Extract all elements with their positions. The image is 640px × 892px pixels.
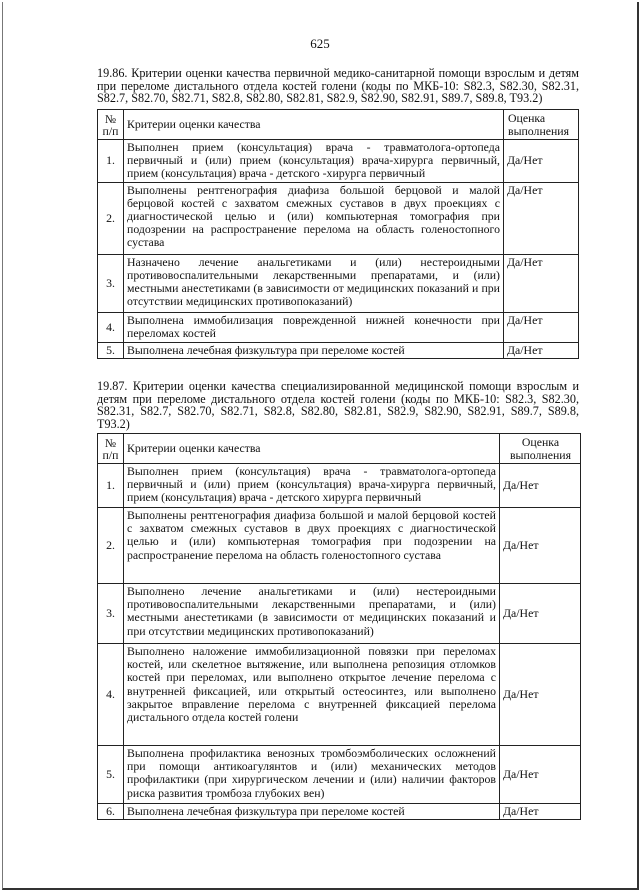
row-evaluation: Да/Нет	[504, 254, 579, 312]
row-number: 6.	[98, 804, 124, 820]
table-header-row	[98, 110, 579, 140]
row-criteria: Выполнены рентгенография диафиза большой и малой берцовой костей с захватом смежных суставов в двух проекциях с диагностической целью и (или) компьютерная томография при подозрении на распространение перелома на область голеностопного сустава	[124, 508, 500, 584]
row-number: 2.	[98, 508, 124, 584]
table-row	[98, 508, 581, 584]
row-number: 4.	[98, 312, 124, 342]
table-row	[98, 254, 579, 312]
row-number: 5.	[98, 746, 124, 804]
table-row	[98, 644, 581, 746]
row-criteria: Выполнено наложение иммобилизационной повязки при переломах костей, или скелетное вытяжение, или выполнена репозиция отломков костей при переломах, или выполнено открытое лечение перелома с внутренней фиксацией, или открытый остеосинтез, или выполнено закрытое вправление перелома с внутренней фиксацией перелома дистального отдела костей голени	[124, 644, 500, 746]
table-row	[98, 312, 579, 342]
row-evaluation: Да/Нет	[500, 804, 581, 820]
section-2-heading: 19.87. Критерии оценки качества специализированной медицинской помощи взрослым и детям при переломе дистального отдела костей голени (коды по МКБ-10: S82.3, S82.30, S82.31, S82.7, S82.70, S82.71, S82.8, S82.80, S82.81, S82.9, S82.90, S82.91, S89.7, S89.8, T93.2)	[97, 379, 579, 431]
row-evaluation: Да/Нет	[504, 140, 579, 183]
row-number: 1.	[98, 464, 124, 508]
section-1-heading: 19.86. Критерии оценки качества первичной медико-санитарной помощи взрослым и детям при переломе дистального отдела костей голени (коды по МКБ-10: S82.3, S82.30, S82.31, S82.7, S82.70, S82.71, S82.8, S82.80, S82.81, S82.9, S82.90, S82.91, S89.7, S89.8, T93.2)	[97, 66, 579, 105]
row-number: 4.	[98, 644, 124, 746]
row-evaluation: Да/Нет	[500, 746, 581, 804]
row-criteria: Выполнена лечебная физкультура при переломе костей	[124, 342, 504, 358]
row-evaluation: Да/Нет	[504, 312, 579, 342]
table-row	[98, 182, 579, 254]
row-evaluation: Да/Нет	[504, 342, 579, 358]
row-criteria: Выполнен прием (консультация) врача - травматолога-ортопеда первичный и (или) прием (консультация) врача-хирурга первичный, прием (консультация) врача - детского хирурга первичный	[124, 464, 500, 508]
row-criteria: Выполнена иммобилизация поврежденной нижней конечности при переломах костей	[124, 312, 504, 342]
table-row	[98, 746, 581, 804]
criteria-table-2	[97, 433, 581, 820]
column-header-evaluation: Оценка выполнения	[504, 110, 579, 140]
row-criteria: Назначено лечение анальгетиками и (или) нестероидными противовоспалительными лекарственными препаратами, и (или) местными анестетиками (в зависимости от медицинских показаний и при отсутствии медицинских противопоказаний)	[124, 254, 504, 312]
page-number: 625	[310, 36, 330, 51]
row-criteria: Выполнена лечебная физкультура при переломе костей	[124, 804, 500, 820]
row-number: 5.	[98, 342, 124, 358]
column-header-num: № п/п	[98, 110, 124, 140]
row-number: 3.	[98, 584, 124, 644]
column-header-evaluation: Оценка выполнения	[500, 434, 581, 464]
table-row	[98, 464, 581, 508]
table-row	[98, 140, 579, 183]
row-number: 2.	[98, 182, 124, 254]
table-row	[98, 584, 581, 644]
column-header-num: № п/п	[98, 434, 124, 464]
row-criteria: Выполнена профилактика венозных тромбоэмболических осложнений при помощи антикоагулянтов и (или) механических методов профилактики (при хирургическом лечении и (или) наличии факторов риска развития тромбоза глубоких вен)	[124, 746, 500, 804]
row-evaluation: Да/Нет	[504, 182, 579, 254]
column-header-criteria: Критерии оценки качества	[124, 110, 504, 140]
row-evaluation: Да/Нет	[500, 584, 581, 644]
row-criteria: Выполнено лечение анальгетиками и (или) нестероидными противовоспалительными лекарственными препаратами, и (или) местными анестетиками (в зависимости от медицинских показаний и при отсутствии медицинских противопоказаний)	[124, 584, 500, 644]
row-evaluation: Да/Нет	[500, 464, 581, 508]
row-evaluation: Да/Нет	[500, 508, 581, 584]
table-row	[98, 342, 579, 358]
criteria-table-1	[97, 109, 579, 359]
table-header-row	[98, 434, 581, 464]
row-number: 1.	[98, 140, 124, 183]
column-header-criteria: Критерии оценки качества	[124, 434, 500, 464]
table-row	[98, 804, 581, 820]
row-evaluation: Да/Нет	[500, 644, 581, 746]
row-criteria: Выполнен прием (консультация) врача - травматолога-ортопеда первичный и (или) прием (консультация) врача-хирурга первичный, прием (консультация) врача - детского -хирурга первичный	[124, 140, 504, 183]
row-number: 3.	[98, 254, 124, 312]
row-criteria: Выполнены рентгенография диафиза большой берцовой и малой берцовой костей с захватом смежных суставов в двух проекциях с диагностической целью и (или) компьютерная томография при подозрении на распространение перелома на область голеностопного сустава	[124, 182, 504, 254]
